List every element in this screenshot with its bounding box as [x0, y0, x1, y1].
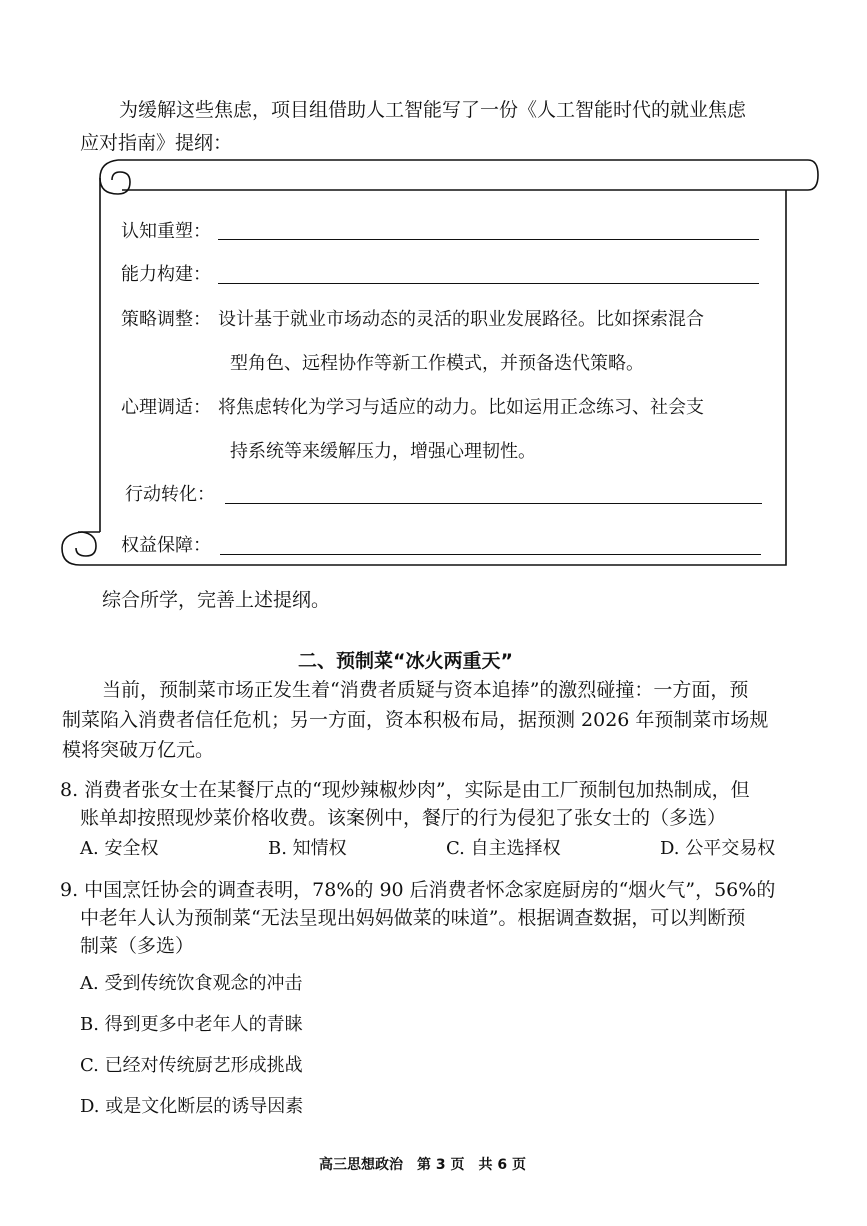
q9-line-2: 中老年人认为预制菜“无法呈现出妈妈做菜的味道”。根据调查数据，可以判断预	[80, 907, 746, 929]
scroll-frame	[0, 0, 867, 600]
section-para-line-3: 模将突破万亿元。	[62, 739, 215, 761]
field-text-strategy: 设计基于就业市场动态的灵活的职业发展路径。比如探索混合	[218, 309, 704, 330]
q9-option-a[interactable]: A. 受到传统饮食观念的冲击	[80, 973, 303, 994]
q9-line-3: 制菜（多选）	[80, 935, 195, 957]
field-text-strategy-cont: 型角色、远程协作等新工作模式，并预备迭代策略。	[230, 353, 644, 374]
q8-line-2: 账单却按照现炒菜价格收费。该案例中，餐厅的行为侵犯了张女士的（多选）	[80, 807, 727, 829]
instruction: 综合所学，完善上述提纲。	[102, 589, 331, 611]
field-label-rights: 权益保障：	[121, 535, 211, 556]
field-label-psychology: 心理调适：	[121, 397, 211, 418]
field-text-psychology: 将焦虑转化为学习与适应的动力。比如运用正念练习、社会支	[218, 397, 704, 418]
field-label-action: 行动转化：	[125, 484, 215, 505]
intro-line-1: 为缓解这些焦虑，项目组借助人工智能写了一份《人工智能时代的就业焦虑	[119, 99, 747, 121]
page-footer: 高三思想政治 第 3 页 共 6 页	[319, 1157, 526, 1173]
q9-option-d[interactable]: D. 或是文化断层的诱导因素	[80, 1096, 304, 1117]
answer-line-cognition[interactable]	[218, 239, 759, 240]
q9-option-b[interactable]: B. 得到更多中老年人的青睐	[80, 1014, 303, 1035]
field-label-strategy: 策略调整：	[121, 309, 211, 330]
field-text-psychology-cont: 持系统等来缓解压力，增强心理韧性。	[230, 441, 536, 462]
q8-option-b[interactable]: B. 知情权	[268, 838, 347, 859]
section-para-line-2: 制菜陷入消费者信任危机；另一方面，资本积极布局，据预测 2026 年预制菜市场规	[62, 709, 769, 731]
q8-option-c[interactable]: C. 自主选择权	[446, 838, 561, 859]
intro-line-2: 应对指南》提纲：	[80, 132, 233, 154]
field-label-ability: 能力构建：	[121, 264, 211, 285]
answer-line-rights[interactable]	[220, 554, 761, 555]
section-para-line-1: 当前，预制菜市场正发生着“消费者质疑与资本追捧”的激烈碰撞：一方面，预	[102, 679, 749, 701]
answer-line-action[interactable]	[225, 503, 762, 504]
answer-line-ability[interactable]	[218, 283, 759, 284]
q8-line-1: 8. 消费者张女士在某餐厅点的“现炒辣椒炒肉”，实际是由工厂预制包加热制成，但	[60, 779, 750, 801]
field-label-cognition: 认知重塑：	[121, 221, 211, 242]
q9-line-1: 9. 中国烹饪协会的调查表明，78%的 90 后消费者怀念家庭厨房的“烟火气”，56%的	[60, 879, 776, 901]
q8-option-d[interactable]: D. 公平交易权	[660, 838, 776, 859]
q8-option-a[interactable]: A. 安全权	[80, 838, 159, 859]
q9-option-c[interactable]: C. 已经对传统厨艺形成挑战	[80, 1055, 303, 1076]
section-title: 二、预制菜“冰火两重天”	[298, 650, 513, 672]
